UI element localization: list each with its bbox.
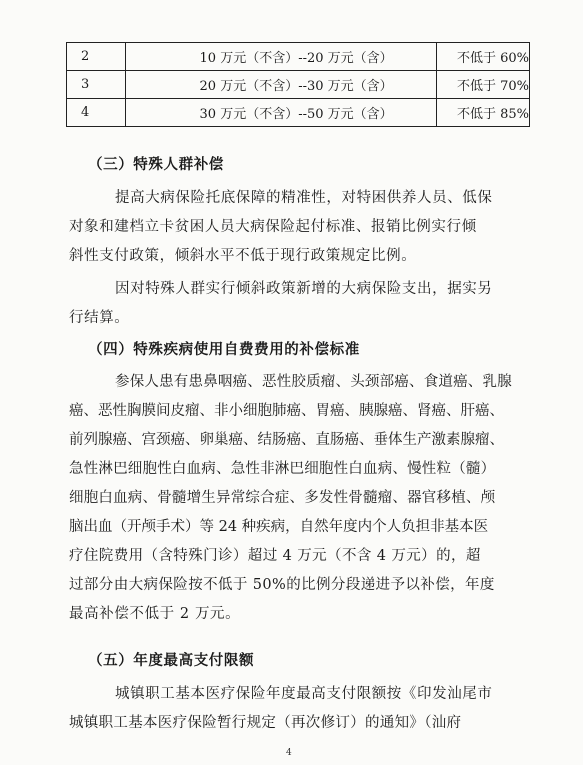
- paragraph-line: 细胞白血病、骨髓增生异常综合症、多发性骨髓瘤、器官移植、颅: [69, 490, 496, 506]
- table-cell-range: 10 万元（不含）--20 万元（含）: [125, 43, 436, 71]
- table-cell-rate: 不低于 70%: [436, 71, 529, 99]
- section-heading: （四）特殊疾病使用自费费用的补偿标准: [88, 341, 360, 358]
- paragraph-line: 最高补偿不低于 2 万元。: [69, 606, 241, 622]
- section-heading: （五）年度最高支付限额: [88, 652, 255, 669]
- compensation-rate-table: [66, 42, 530, 127]
- paragraph-line: 行结算。: [69, 310, 130, 326]
- paragraph-line: 提高大病保险托底保障的精准性，对特困供养人员、低保: [115, 190, 493, 206]
- page-number: 4: [286, 748, 292, 758]
- section-heading: （三）特殊人群补偿: [88, 156, 224, 173]
- table-cell-rate: 不低于 60%: [436, 43, 529, 71]
- paragraph-line: 疗住院费用（含特殊门诊）超过 4 万元（不含 4 万元）的，超: [69, 548, 481, 564]
- table-cell-index: 4: [67, 99, 126, 127]
- paragraph-line: 城镇职工基本医疗保险暂行规定（再次修订）的通知》（汕府: [69, 715, 462, 731]
- table-cell-index: 3: [67, 71, 126, 99]
- table-cell-rate: 不低于 85%: [436, 99, 529, 127]
- table-row: [67, 43, 530, 71]
- table-row: [67, 99, 530, 127]
- table-cell-index: 2: [67, 43, 126, 71]
- table-cell-range: 20 万元（不含）--30 万元（含）: [125, 71, 436, 99]
- paragraph-line: 对象和建档立卡贫困人员大病保险起付标准、报销比例实行倾: [69, 219, 477, 235]
- paragraph-line: 急性淋巴细胞性白血病、急性非淋巴细胞性白血病、慢性粒（髓）: [69, 461, 496, 477]
- paragraph-line: 参保人患有患鼻咽癌、恶性胶质瘤、头颈部癌、食道癌、乳腺: [115, 374, 512, 390]
- table-cell-range: 30 万元（不含）--50 万元（含）: [125, 99, 436, 127]
- table-row: [67, 71, 530, 99]
- paragraph-line: 斜性支付政策，倾斜水平不低于现行政策规定比例。: [69, 248, 417, 264]
- paragraph-line: 城镇职工基本医疗保险年度最高支付限额按《印发汕尾市: [115, 686, 493, 702]
- paragraph-line: 癌、恶性胸膜间皮瘤、非小细胞肺癌、胃癌、胰腺癌、肾癌、肝癌、: [69, 403, 504, 419]
- paragraph-line: 前列腺癌、宫颈癌、卵巢癌、结肠癌、直肠癌、垂体生产激素腺瘤、: [69, 432, 504, 448]
- paragraph-line: 脑出血（开颅手术）等 24 种疾病，自然年度内个人负担非基本医: [69, 519, 489, 535]
- paragraph-line: 过部分由大病保险按不低于 50%的比例分段递进予以补偿，年度: [69, 577, 495, 593]
- paragraph-line: 因对特殊人群实行倾斜政策新增的大病保险支出，据实另: [115, 281, 493, 297]
